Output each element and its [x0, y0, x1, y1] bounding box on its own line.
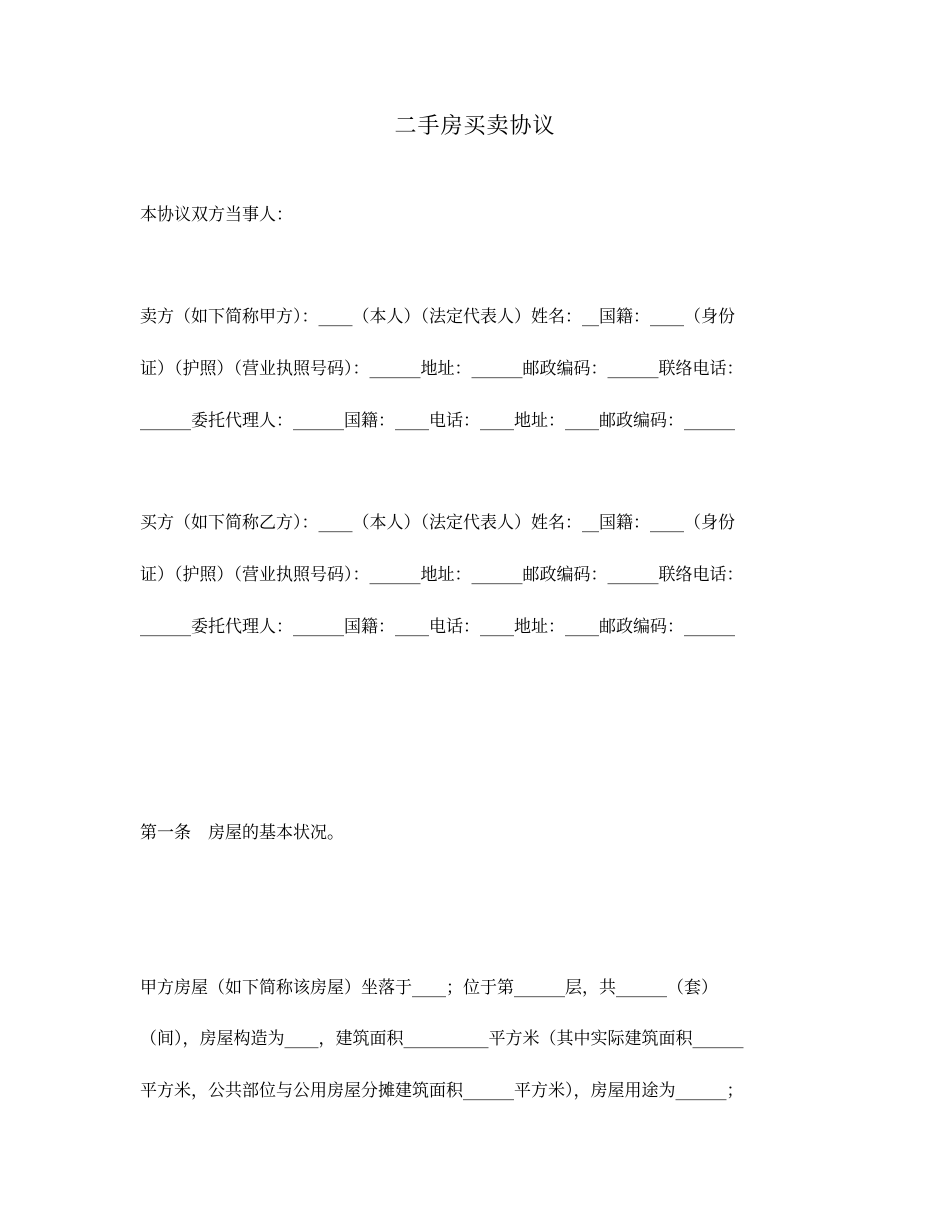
- seller-line-3: ______委托代理人：______国籍：____电话：____地址：____邮政编码：______: [140, 411, 735, 431]
- buyer-line-1: 买方（如下简称乙方）：____（本人）（法定代表人）姓名：__国籍：____（身份: [140, 513, 735, 533]
- document-title: 二手房买卖协议: [394, 114, 556, 139]
- article-1-heading: 第一条 房屋的基本状况。: [140, 823, 344, 843]
- seller-line-1: 卖方（如下简称甲方）：____（本人）（法定代表人）姓名：__国籍：____（身份: [140, 307, 735, 327]
- seller-line-2: 证）（护照）（营业执照号码）：______地址：______邮政编码：______联络电话：: [140, 359, 744, 379]
- article-1-line-1: 甲方房屋（如下简称该房屋）坐落于____；位于第______层，共______（套）: [140, 978, 718, 998]
- article-1-line-2: （间），房屋构造为____，建筑面积__________平方米（其中实际建筑面积______: [140, 1029, 744, 1049]
- buyer-line-3: ______委托代理人：______国籍：____电话：____地址：____邮政编码：______: [140, 617, 735, 637]
- intro-text: 本协议双方当事人：: [140, 205, 293, 225]
- article-1-line-3: 平方米，公共部位与公用房屋分摊建筑面积______平方米），房屋用途为______；: [140, 1081, 744, 1101]
- buyer-line-2: 证）（护照）（营业执照号码）：______地址：______邮政编码：______联络电话：: [140, 565, 744, 585]
